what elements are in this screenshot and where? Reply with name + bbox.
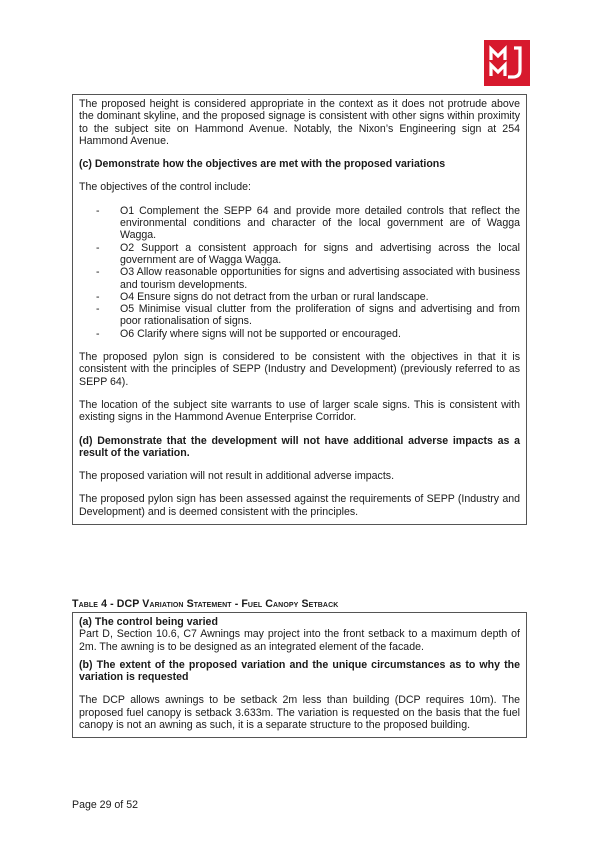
variation-extent-heading: (b) The extent of the proposed variation and the unique circumstances as to why the variation is requested — [79, 658, 520, 684]
list-item: - O3 Allow reasonable opportunities for signs and advertising associated with business and tourism developments. — [96, 266, 520, 291]
objectives-list — [79, 205, 520, 340]
objectives-intro: The objectives of the control include: — [79, 181, 251, 194]
page-number: Page 29 of 52 — [72, 799, 138, 811]
adverse-impacts-heading: (d) Demonstrate that the development will not have additional adverse impacts as a result of the variation. — [79, 434, 520, 459]
list-item: - O6 Clarify where signs will not be supported or encouraged. — [96, 327, 401, 340]
list-item: - O4 Ensure signs do not detract from the urban or rural landscape. — [96, 290, 429, 303]
list-item: - O5 Minimise visual clutter from the proliferation of signs and advertising and from poor rationalisation of signs. — [96, 303, 520, 328]
height-paragraph: The proposed height is considered appropriate in the context as it does not protrude above the dominant skyline, and the proposed signage is consistent with other signs within proximity to the subject site on Hammond Avenue. Notably, the Nixon’s Engineering sign at 254 Hammond Avenue. — [79, 98, 520, 147]
list-item: - O1 Complement the SEPP 64 and provide more detailed controls that reflect the environmental conditions and character of the local government are of Wagga Wagga. — [96, 204, 520, 242]
list-item: - O2 Support a consistent approach for signs and advertising across the local government are of Wagga Wagga. — [96, 241, 520, 266]
variation-box-fuel-canopy — [72, 612, 527, 738]
variation-extent-paragraph: The DCP allows awnings to be setback 2m less than building (DCP requires 10m). The proposed fuel canopy is setback 3.633m. The variation is requested on the basis that the fuel canopy is not an awning as such, it is a separate structure to the proposed building. — [79, 694, 520, 732]
table-caption: Table 4 - DCP Variation Statement - Fuel Canopy Setback — [72, 598, 339, 610]
adverse-impacts-paragraph: The proposed variation will not result in additional adverse impacts. — [79, 470, 395, 483]
assessment-paragraph: The proposed pylon sign has been assessed against the requirements of SEPP (Industry and Development) and is deemed consistent with the principles. — [79, 493, 520, 518]
variation-box-signage — [72, 94, 527, 525]
objectives-heading: (c) Demonstrate how the objectives are met with the proposed variations — [79, 158, 446, 171]
mmj-logo-icon — [484, 40, 530, 86]
control-varied-heading: (a) The control being varied — [79, 616, 218, 628]
consistency-paragraph: The proposed pylon sign is considered to be consistent with the objectives in that it is consistent with the principles of SEPP (Industry and Development) (previously referred to as SEPP 64). — [79, 351, 520, 388]
control-varied-paragraph: Part D, Section 10.6, C7 Awnings may project into the front setback to a maximum depth of 2m. The awning is to be designed as an integrated element of the facade. — [79, 628, 520, 653]
location-paragraph: The location of the subject site warrants to use of larger scale signs. This is consistent with existing signs in the Hammond Avenue Enterprise Corridor. — [79, 398, 520, 424]
